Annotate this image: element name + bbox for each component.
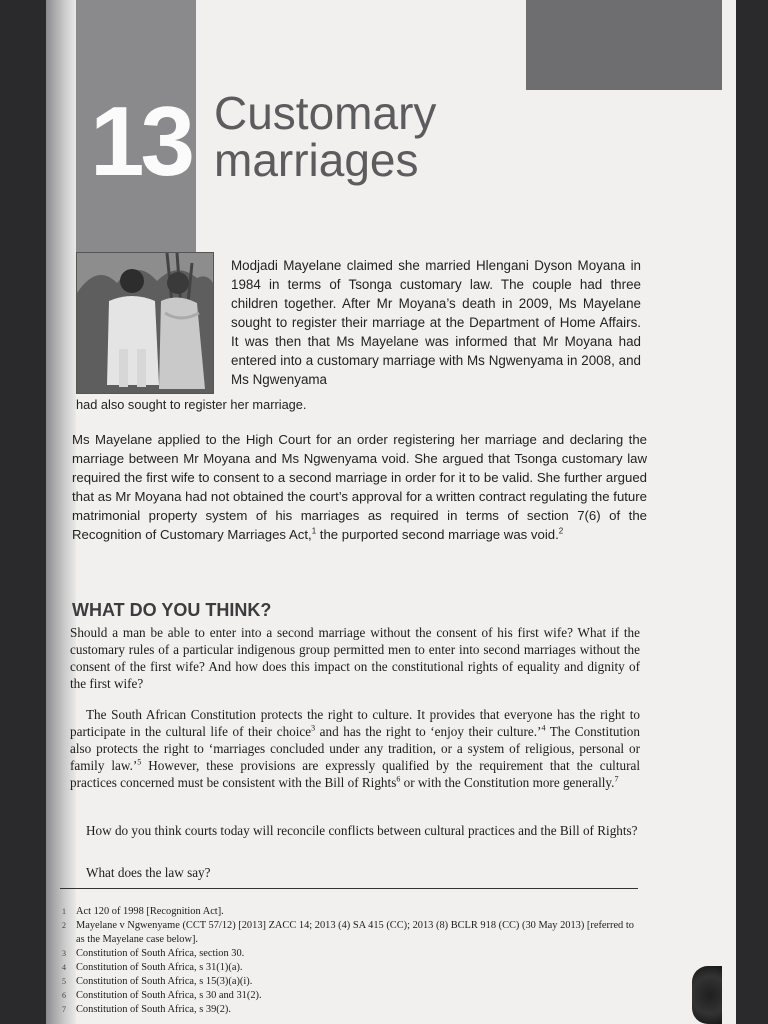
- footnote-text: Mayelane v Ngwenyame (CCT 57/12) [2013] ZACC 14; 2013 (4) SA 415 (CC); 2013 (8) BCLR 918 (CC) (30 May 2013) [referred to as the Mayelane case below].: [76, 920, 634, 945]
- footnote-text: Constitution of South Africa, s 30 and 31(2).: [76, 990, 262, 1001]
- footnote: [62, 989, 642, 1003]
- footnote-ref-5: 5: [137, 757, 142, 767]
- chapter-number: 13: [90, 86, 192, 196]
- footnote: [62, 1003, 642, 1017]
- question-3-text: How do you think courts today will reconcile conflicts between cultural practices and the Bill of Rights?: [86, 823, 638, 838]
- footnote-number: 4: [62, 963, 66, 972]
- footnote: [62, 975, 642, 989]
- book-page: [46, 0, 736, 1024]
- footnote-ref-4: 4: [541, 723, 546, 733]
- constitution-text-d: However, these provisions are expressly qualified by the requirement that the cultural practices concerned must be consistent with the Bill of Rights: [70, 758, 640, 790]
- intro-paragraph-tail: had also sought to register her marriage.: [76, 397, 307, 412]
- footnote: [62, 961, 642, 975]
- footnote: [62, 919, 642, 947]
- footnote-text: Constitution of South Africa, s 39(2).: [76, 1004, 231, 1015]
- case-text-a: Ms Mayelane applied to the High Court for an order registering her marriage and declaring the marriage between Mr Moyana and Ms Ngwenyama void. She argued that Tsonga customary law required the first wife to consent to a second marriage in order for it to be valid. She further argued that as Mr Moyana had not obtained the court’s approval for a written contract regulating the future matrimonial property system of his marriages as required in terms of section 7(6) of the Recognition of Customary Marriages Act,: [72, 432, 647, 542]
- footnote-divider: [60, 888, 638, 889]
- case-paragraph: [72, 430, 647, 544]
- corner-block: [526, 0, 722, 90]
- footnote-ref-2: 2: [558, 526, 564, 536]
- intro-paragraph: Modjadi Mayelane claimed she married Hlengani Dyson Moyana in 1984 in terms of Tsonga customary law. The couple had three children together. After Mr Moyana’s death in 2009, Ms Mayelane sought to register their marriage at the Department of Home Affairs. It was then that Ms Mayelane was informed that Mr Moyana had entered into a customary marriage with Ms Ngwenyama in 2008, and Ms Ngwenyama: [231, 258, 641, 387]
- constitution-text-a: The South African Constitution protects the right to culture. It provides that everyone has the right to participate in the cultural life of their choice: [70, 707, 640, 739]
- constitution-paragraph: [70, 706, 640, 791]
- constitution-text-e: or with the Constitution more generally.: [400, 775, 615, 790]
- section-heading: WHAT DO YOU THINK?: [72, 600, 272, 620]
- question-paragraph-3: [70, 822, 640, 839]
- couple-photo-image: [77, 253, 213, 393]
- footnote-number: 1: [62, 907, 66, 916]
- footnote-number: 2: [62, 921, 66, 930]
- footnotes: [62, 905, 642, 1017]
- footnote-text: Constitution of South Africa, s 15(3)(a)(i).: [76, 976, 253, 987]
- footnote-number: 3: [62, 949, 66, 958]
- footnote: [62, 905, 642, 919]
- thumb-shadow: [692, 966, 722, 1024]
- footnote-ref-1: 1: [311, 526, 317, 536]
- footnote-text: Act 120 of 1998 [Recognition Act].: [76, 906, 224, 917]
- footnote-text: Constitution of South Africa, s 31(1)(a).: [76, 962, 243, 973]
- question-paragraph-4: What does the law say?: [86, 865, 211, 880]
- constitution-text-c: The Constitution also protects the right to ‘marriages concluded under any tradition, or a system of religious, personal or family law.’: [70, 724, 640, 773]
- footnote-ref-7: 7: [614, 774, 619, 784]
- question-paragraph-1: Should a man be able to enter into a second marriage without the consent of his first wife? What if the customary rules of a particular indigenous group permitted men to enter into second marriages without the consent of the first wife? And how does this impact on the constitutional rights of equality and dignity of the first wife?: [70, 625, 640, 691]
- footnote-number: 5: [62, 977, 66, 986]
- couple-photo: [76, 252, 214, 394]
- footnote-text: Constitution of South Africa, section 30.: [76, 948, 245, 959]
- footnote-ref-6: 6: [396, 774, 401, 784]
- footnote-number: 6: [62, 991, 66, 1000]
- footnote: [62, 947, 642, 961]
- footnote-number: 7: [62, 1005, 66, 1014]
- chapter-title-line2: marriages: [214, 133, 419, 186]
- chapter-title-line1: Customary: [214, 87, 437, 139]
- footnote-ref-3: 3: [311, 723, 316, 733]
- chapter-title: [214, 87, 514, 186]
- case-text-b: the purported second marriage was void.: [316, 527, 559, 542]
- constitution-text-b: and has the right to ‘enjoy their culture.’: [315, 724, 542, 739]
